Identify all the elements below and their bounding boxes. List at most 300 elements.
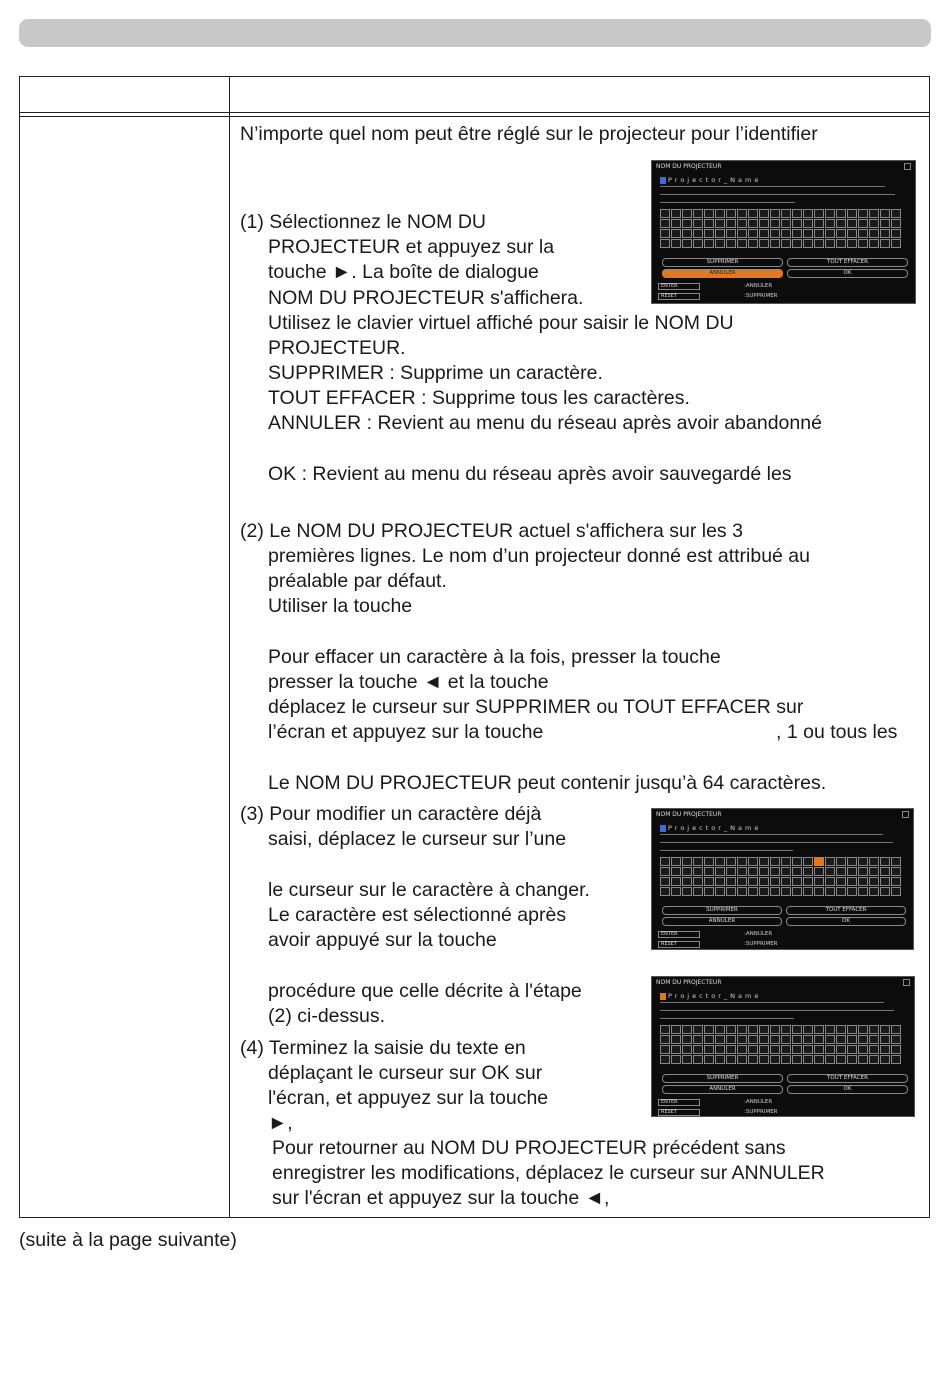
keyboard-key[interactable]	[858, 219, 868, 228]
keyboard-key[interactable]	[671, 867, 681, 876]
keyboard-key[interactable]	[704, 219, 714, 228]
keyboard-key[interactable]	[682, 1035, 692, 1044]
keyboard-key[interactable]	[682, 239, 692, 248]
keyboard-key[interactable]	[748, 229, 758, 238]
keyboard-key[interactable]	[858, 857, 868, 866]
keyboard-key[interactable]	[880, 219, 890, 228]
keyboard-key[interactable]	[748, 1035, 758, 1044]
text-line: Le caractère est sélectionné après	[268, 904, 567, 926]
keyboard-key[interactable]	[803, 1025, 813, 1034]
keyboard-key[interactable]	[858, 229, 868, 238]
keyboard-key[interactable]	[748, 887, 758, 896]
ok-button[interactable]: OK	[787, 269, 908, 278]
keyboard-key[interactable]	[836, 1055, 846, 1064]
keyboard-key[interactable]	[737, 877, 747, 886]
keyboard-key[interactable]	[726, 209, 736, 218]
keyboard-key[interactable]	[759, 877, 769, 886]
keyboard-key[interactable]	[693, 867, 703, 876]
keyboard-key[interactable]	[671, 239, 681, 248]
keyboard-key[interactable]	[770, 1045, 780, 1054]
keyboard-key[interactable]	[660, 1035, 670, 1044]
keyboard-key[interactable]	[792, 1045, 802, 1054]
keyboard-key[interactable]	[825, 1025, 835, 1034]
keyboard-key[interactable]	[671, 1025, 681, 1034]
keyboard-key[interactable]	[880, 877, 890, 886]
keyboard-key[interactable]	[737, 229, 747, 238]
keyboard-key[interactable]	[660, 219, 670, 228]
keyboard-key[interactable]	[880, 209, 890, 218]
keyboard-key[interactable]	[726, 1045, 736, 1054]
keyboard-key[interactable]	[660, 887, 670, 896]
keyboard-key[interactable]	[891, 887, 901, 896]
annuler-button[interactable]: ANNULER	[662, 269, 783, 278]
keyboard-key[interactable]	[693, 857, 703, 866]
text-line: ANNULER : Revient au menu du réseau après avoir abandonné	[268, 412, 822, 434]
keyboard-key[interactable]	[682, 1045, 692, 1054]
keyboard-key[interactable]	[847, 877, 857, 886]
keyboard-key[interactable]	[704, 1055, 714, 1064]
keyboard-key[interactable]	[792, 1055, 802, 1064]
keyboard-key[interactable]	[671, 1035, 681, 1044]
keyboard-key[interactable]	[858, 887, 868, 896]
keyboard-key[interactable]	[781, 1055, 791, 1064]
keyboard-key[interactable]	[726, 857, 736, 866]
keyboard-key[interactable]	[891, 1025, 901, 1034]
keyboard-key[interactable]	[825, 867, 835, 876]
name-line	[660, 850, 793, 851]
keyboard-key[interactable]	[858, 867, 868, 876]
keyboard-key[interactable]	[770, 219, 780, 228]
keyboard-key[interactable]	[726, 887, 736, 896]
tout-effacer-button[interactable]: TOUT EFFACER	[787, 1074, 908, 1083]
keyboard-key[interactable]	[825, 887, 835, 896]
keyboard-key[interactable]	[704, 1045, 714, 1054]
keyboard-key[interactable]	[880, 1035, 890, 1044]
keyboard-key[interactable]	[704, 1035, 714, 1044]
keyboard-key[interactable]	[836, 229, 846, 238]
keyboard-key[interactable]	[660, 867, 670, 876]
keyboard-key[interactable]	[814, 1035, 824, 1044]
keyboard-key[interactable]	[715, 239, 725, 248]
keyboard-key[interactable]	[836, 887, 846, 896]
keyboard-key[interactable]	[825, 857, 835, 866]
keyboard-key[interactable]	[770, 867, 780, 876]
text-line: Pour retourner au NOM DU PROJECTEUR précédent sans	[272, 1137, 786, 1159]
keyboard-key[interactable]	[825, 209, 835, 218]
keyboard-key[interactable]	[660, 229, 670, 238]
keyboard-key[interactable]	[770, 239, 780, 248]
keyboard-key[interactable]	[682, 209, 692, 218]
keyboard-key[interactable]	[726, 219, 736, 228]
keyboard-key[interactable]	[693, 1055, 703, 1064]
keyboard-key[interactable]	[891, 1045, 901, 1054]
keyboard-key[interactable]	[715, 1045, 725, 1054]
keyboard-key[interactable]	[803, 887, 813, 896]
virtual-keyboard	[660, 857, 901, 896]
keyboard-key[interactable]	[781, 219, 791, 228]
keyboard-key[interactable]	[869, 887, 879, 896]
keyboard-key[interactable]	[759, 1035, 769, 1044]
keyboard-key[interactable]	[836, 239, 846, 248]
keyboard-key[interactable]	[869, 239, 879, 248]
keyboard-key[interactable]	[869, 1025, 879, 1034]
keyboard-key[interactable]	[748, 1025, 758, 1034]
keyboard-key[interactable]	[737, 1045, 747, 1054]
keyboard-key[interactable]	[737, 1025, 747, 1034]
keyboard-key[interactable]	[737, 857, 747, 866]
keyboard-key[interactable]	[704, 1025, 714, 1034]
keyboard-key[interactable]	[803, 867, 813, 876]
ok-button[interactable]: OK	[787, 1085, 908, 1094]
keyboard-key[interactable]	[781, 1025, 791, 1034]
keyboard-key[interactable]	[781, 867, 791, 876]
keyboard-key[interactable]	[803, 877, 813, 886]
name-line	[660, 842, 893, 843]
keyboard-key[interactable]	[858, 1035, 868, 1044]
keyboard-key[interactable]	[814, 887, 824, 896]
close-icon	[904, 163, 911, 170]
keyboard-key[interactable]	[781, 857, 791, 866]
keyboard-key[interactable]	[880, 1025, 890, 1034]
keyboard-key[interactable]	[759, 1055, 769, 1064]
keyboard-key[interactable]	[660, 857, 670, 866]
keyboard-key[interactable]	[891, 1055, 901, 1064]
hint-supprimer: :SUPPRIMER	[744, 941, 778, 947]
keyboard-key[interactable]	[869, 1055, 879, 1064]
keyboard-key[interactable]	[825, 239, 835, 248]
keyboard-key[interactable]	[858, 1045, 868, 1054]
keyboard-key[interactable]	[715, 229, 725, 238]
keyboard-key[interactable]	[869, 1045, 879, 1054]
keyboard-key[interactable]	[781, 229, 791, 238]
keyboard-key[interactable]	[880, 229, 890, 238]
keyboard-key[interactable]	[803, 857, 813, 866]
keyboard-key[interactable]	[891, 1035, 901, 1044]
keyboard-key[interactable]	[869, 229, 879, 238]
keyboard-key[interactable]	[891, 877, 901, 886]
keyboard-key[interactable]	[759, 867, 769, 876]
keyboard-key[interactable]	[715, 219, 725, 228]
keyboard-key[interactable]	[715, 1025, 725, 1034]
keyboard-key[interactable]	[737, 1055, 747, 1064]
keyboard-key[interactable]	[693, 209, 703, 218]
keyboard-key[interactable]	[759, 219, 769, 228]
keyboard-key[interactable]	[748, 877, 758, 886]
keyboard-key[interactable]	[869, 877, 879, 886]
keyboard-key[interactable]	[891, 857, 901, 866]
keyboard-key[interactable]	[825, 877, 835, 886]
keyboard-key[interactable]	[660, 1045, 670, 1054]
keyboard-key[interactable]	[880, 857, 890, 866]
keyboard-key[interactable]	[814, 239, 824, 248]
keyboard-key[interactable]	[704, 239, 714, 248]
keyboard-key[interactable]	[858, 209, 868, 218]
keyboard-key[interactable]	[869, 1035, 879, 1044]
text-line: PROJECTEUR et appuyez sur la	[268, 236, 555, 258]
keyboard-key[interactable]	[891, 209, 901, 218]
keyboard-key[interactable]	[726, 867, 736, 876]
text-line: (2) Le NOM DU PROJECTEUR actuel s'affichera sur les 3	[240, 520, 743, 542]
name-line	[660, 1010, 894, 1011]
name-line	[660, 194, 895, 195]
keyboard-key[interactable]	[693, 219, 703, 228]
keyboard-key[interactable]	[759, 1025, 769, 1034]
keyboard-key[interactable]	[748, 1055, 758, 1064]
keyboard-key[interactable]	[693, 1045, 703, 1054]
keyboard-key[interactable]	[814, 1045, 824, 1054]
name-line	[660, 186, 885, 187]
keyboard-key[interactable]	[726, 1025, 736, 1034]
keyboard-key[interactable]	[781, 209, 791, 218]
keyboard-key[interactable]	[814, 229, 824, 238]
keyboard-key[interactable]	[869, 867, 879, 876]
keyboard-key[interactable]	[693, 1035, 703, 1044]
keyboard-key[interactable]	[759, 857, 769, 866]
keyboard-key[interactable]	[770, 887, 780, 896]
keyboard-key[interactable]	[715, 1055, 725, 1064]
keyboard-key[interactable]	[869, 857, 879, 866]
keyboard-key[interactable]	[880, 1045, 890, 1054]
keyboard-key[interactable]	[803, 229, 813, 238]
keyboard-key[interactable]	[880, 239, 890, 248]
keyboard-key[interactable]	[792, 239, 802, 248]
projector-name-value: Projector_Name	[668, 176, 762, 184]
keyboard-key[interactable]	[770, 1055, 780, 1064]
keyboard-key[interactable]	[671, 1045, 681, 1054]
projector-name-dialog-screenshot	[651, 976, 915, 1117]
keyboard-key[interactable]	[847, 219, 857, 228]
keyboard-key[interactable]	[704, 857, 714, 866]
keyboard-key[interactable]	[869, 209, 879, 218]
keyboard-key[interactable]	[803, 1045, 813, 1054]
keyboard-key[interactable]	[880, 887, 890, 896]
keyboard-key[interactable]	[726, 239, 736, 248]
keyboard-key[interactable]	[814, 867, 824, 876]
keyboard-key[interactable]	[737, 209, 747, 218]
keyboard-key[interactable]	[847, 857, 857, 866]
keyboard-key[interactable]	[759, 887, 769, 896]
keyboard-key[interactable]	[792, 1035, 802, 1044]
keyboard-key[interactable]	[847, 239, 857, 248]
keyboard-key[interactable]	[671, 229, 681, 238]
keyboard-key[interactable]	[792, 877, 802, 886]
keyboard-key[interactable]	[836, 209, 846, 218]
keyboard-key[interactable]	[715, 1035, 725, 1044]
keyboard-key[interactable]	[759, 1045, 769, 1054]
keyboard-key[interactable]	[803, 1055, 813, 1064]
keyboard-key[interactable]	[770, 1025, 780, 1034]
keyboard-key[interactable]	[847, 1045, 857, 1054]
keyboard-key[interactable]	[825, 1045, 835, 1054]
keyboard-key[interactable]	[682, 1025, 692, 1034]
keyboard-key[interactable]	[682, 229, 692, 238]
keyboard-key[interactable]	[726, 1055, 736, 1064]
keyboard-key[interactable]	[660, 239, 670, 248]
keyboard-key[interactable]	[792, 867, 802, 876]
keyboard-key[interactable]	[891, 219, 901, 228]
keyboard-key[interactable]	[671, 1055, 681, 1064]
keyboard-key[interactable]	[770, 229, 780, 238]
keyboard-key[interactable]	[682, 219, 692, 228]
keyboard-key[interactable]	[847, 1055, 857, 1064]
keyboard-key[interactable]	[770, 209, 780, 218]
keyboard-key[interactable]	[748, 209, 758, 218]
keyboard-key[interactable]	[792, 887, 802, 896]
keyboard-key[interactable]	[836, 877, 846, 886]
keyboard-key[interactable]	[671, 877, 681, 886]
text-line: touche ►. La boîte de dialogue	[268, 261, 539, 283]
keyboard-key[interactable]	[836, 857, 846, 866]
keyboard-key[interactable]	[715, 857, 725, 866]
keyboard-key[interactable]	[803, 209, 813, 218]
keyboard-key[interactable]	[814, 219, 824, 228]
keyboard-key[interactable]	[682, 857, 692, 866]
keyboard-key[interactable]	[737, 887, 747, 896]
keyboard-key[interactable]	[726, 229, 736, 238]
keyboard-key[interactable]	[737, 867, 747, 876]
keyboard-key[interactable]	[704, 209, 714, 218]
keyboard-key[interactable]	[825, 1035, 835, 1044]
keyboard-key[interactable]	[759, 239, 769, 248]
keyboard-key[interactable]	[737, 219, 747, 228]
text-line: (1) Sélectionnez le NOM DU	[240, 211, 486, 233]
keyboard-key[interactable]	[814, 1025, 824, 1034]
keyboard-key[interactable]	[891, 867, 901, 876]
keyboard-key[interactable]	[704, 229, 714, 238]
keyboard-key[interactable]	[770, 857, 780, 866]
keyboard-key[interactable]	[671, 219, 681, 228]
keyboard-key[interactable]	[891, 229, 901, 238]
keyboard-key[interactable]	[836, 219, 846, 228]
keyboard-key[interactable]	[660, 877, 670, 886]
keyboard-key[interactable]	[748, 239, 758, 248]
keyboard-key[interactable]	[792, 229, 802, 238]
keyboard-key[interactable]	[847, 1025, 857, 1034]
keyboard-key[interactable]	[792, 1025, 802, 1034]
keyboard-key[interactable]	[704, 887, 714, 896]
keyboard-key[interactable]	[880, 867, 890, 876]
keyboard-key[interactable]	[748, 867, 758, 876]
keyboard-key[interactable]	[858, 1055, 868, 1064]
keyboard-key[interactable]	[814, 857, 824, 866]
keyboard-key[interactable]	[715, 887, 725, 896]
keyboard-key[interactable]	[693, 887, 703, 896]
name-line	[660, 1018, 794, 1019]
tout-effacer-button[interactable]: TOUT EFFACER	[786, 906, 906, 915]
keyboard-key[interactable]	[715, 209, 725, 218]
keyboard-key[interactable]	[792, 857, 802, 866]
hint-annuler: :ANNULER	[744, 931, 773, 937]
keyboard-key[interactable]	[781, 239, 791, 248]
keyboard-key[interactable]	[858, 239, 868, 248]
keyboard-key[interactable]	[737, 1035, 747, 1044]
ok-button[interactable]: OK	[786, 917, 906, 926]
keyboard-key[interactable]	[836, 1035, 846, 1044]
keyboard-key[interactable]	[693, 877, 703, 886]
keyboard-key[interactable]	[836, 867, 846, 876]
supprimer-button[interactable]: SUPPRIMER	[662, 1074, 783, 1083]
keyboard-key[interactable]	[759, 229, 769, 238]
supprimer-button[interactable]: SUPPRIMER	[662, 258, 783, 267]
keyboard-key[interactable]	[770, 1035, 780, 1044]
keyboard-key[interactable]	[704, 867, 714, 876]
keyboard-key[interactable]	[803, 239, 813, 248]
keyboard-key[interactable]	[847, 1035, 857, 1044]
keyboard-key[interactable]	[660, 209, 670, 218]
text-line: déplaçant le curseur sur OK sur	[268, 1062, 543, 1084]
keyboard-key[interactable]	[781, 877, 791, 886]
hint-annuler: :ANNULER	[744, 1099, 773, 1105]
keyboard-key[interactable]	[858, 877, 868, 886]
keyboard-key[interactable]	[869, 219, 879, 228]
keyboard-key[interactable]	[715, 867, 725, 876]
text-line: (4) Terminez la saisie du texte en	[240, 1037, 526, 1059]
keyboard-key[interactable]	[836, 1025, 846, 1034]
supprimer-button[interactable]: SUPPRIMER	[662, 906, 782, 915]
keyboard-key[interactable]	[759, 209, 769, 218]
keyboard-key[interactable]	[803, 1035, 813, 1044]
keyboard-key[interactable]	[781, 1045, 791, 1054]
keyboard-key[interactable]	[825, 219, 835, 228]
keyboard-key[interactable]	[792, 219, 802, 228]
keyboard-key[interactable]	[682, 867, 692, 876]
keyboard-key[interactable]	[847, 887, 857, 896]
keyboard-key[interactable]	[726, 877, 736, 886]
keyboard-key[interactable]	[880, 1055, 890, 1064]
keyboard-key[interactable]	[671, 857, 681, 866]
keyboard-key[interactable]	[847, 209, 857, 218]
keyboard-key[interactable]	[660, 1055, 670, 1064]
keyboard-key[interactable]	[825, 229, 835, 238]
text-line: avoir appuyé sur la touche	[268, 929, 497, 951]
keyboard-key[interactable]	[814, 877, 824, 886]
keyboard-key[interactable]	[781, 887, 791, 896]
keyboard-key[interactable]	[814, 1055, 824, 1064]
keyboard-key[interactable]	[737, 239, 747, 248]
keyboard-key[interactable]	[748, 857, 758, 866]
keyboard-key[interactable]	[781, 1035, 791, 1044]
keyboard-key[interactable]	[671, 887, 681, 896]
keyboard-key[interactable]	[858, 1025, 868, 1034]
text-line: premières lignes. Le nom d’un projecteur donné est attribué au	[268, 545, 810, 567]
keyboard-key[interactable]	[803, 219, 813, 228]
keyboard-key[interactable]	[682, 887, 692, 896]
keyboard-key[interactable]	[748, 219, 758, 228]
keyboard-key[interactable]	[693, 239, 703, 248]
keyboard-key[interactable]	[847, 229, 857, 238]
keyboard-key[interactable]	[792, 209, 802, 218]
keyboard-key[interactable]	[836, 1045, 846, 1054]
keyboard-key[interactable]	[704, 877, 714, 886]
keyboard-key[interactable]	[693, 1025, 703, 1034]
keyboard-key[interactable]	[847, 867, 857, 876]
keyboard-key[interactable]	[891, 239, 901, 248]
keyboard-key[interactable]	[748, 1045, 758, 1054]
tout-effacer-button[interactable]: TOUT EFFACER	[787, 258, 908, 267]
keyboard-key[interactable]	[726, 1035, 736, 1044]
keyboard-key[interactable]	[825, 1055, 835, 1064]
keyboard-key[interactable]	[693, 229, 703, 238]
keyboard-key[interactable]	[682, 1055, 692, 1064]
annuler-button[interactable]: ANNULER	[662, 1085, 783, 1094]
keyboard-key[interactable]	[715, 877, 725, 886]
keyboard-key[interactable]	[814, 209, 824, 218]
keyboard-key[interactable]	[671, 209, 681, 218]
keyboard-key[interactable]	[770, 877, 780, 886]
annuler-button[interactable]: ANNULER	[662, 917, 782, 926]
keyboard-key[interactable]	[660, 1025, 670, 1034]
keyboard-key[interactable]	[682, 877, 692, 886]
